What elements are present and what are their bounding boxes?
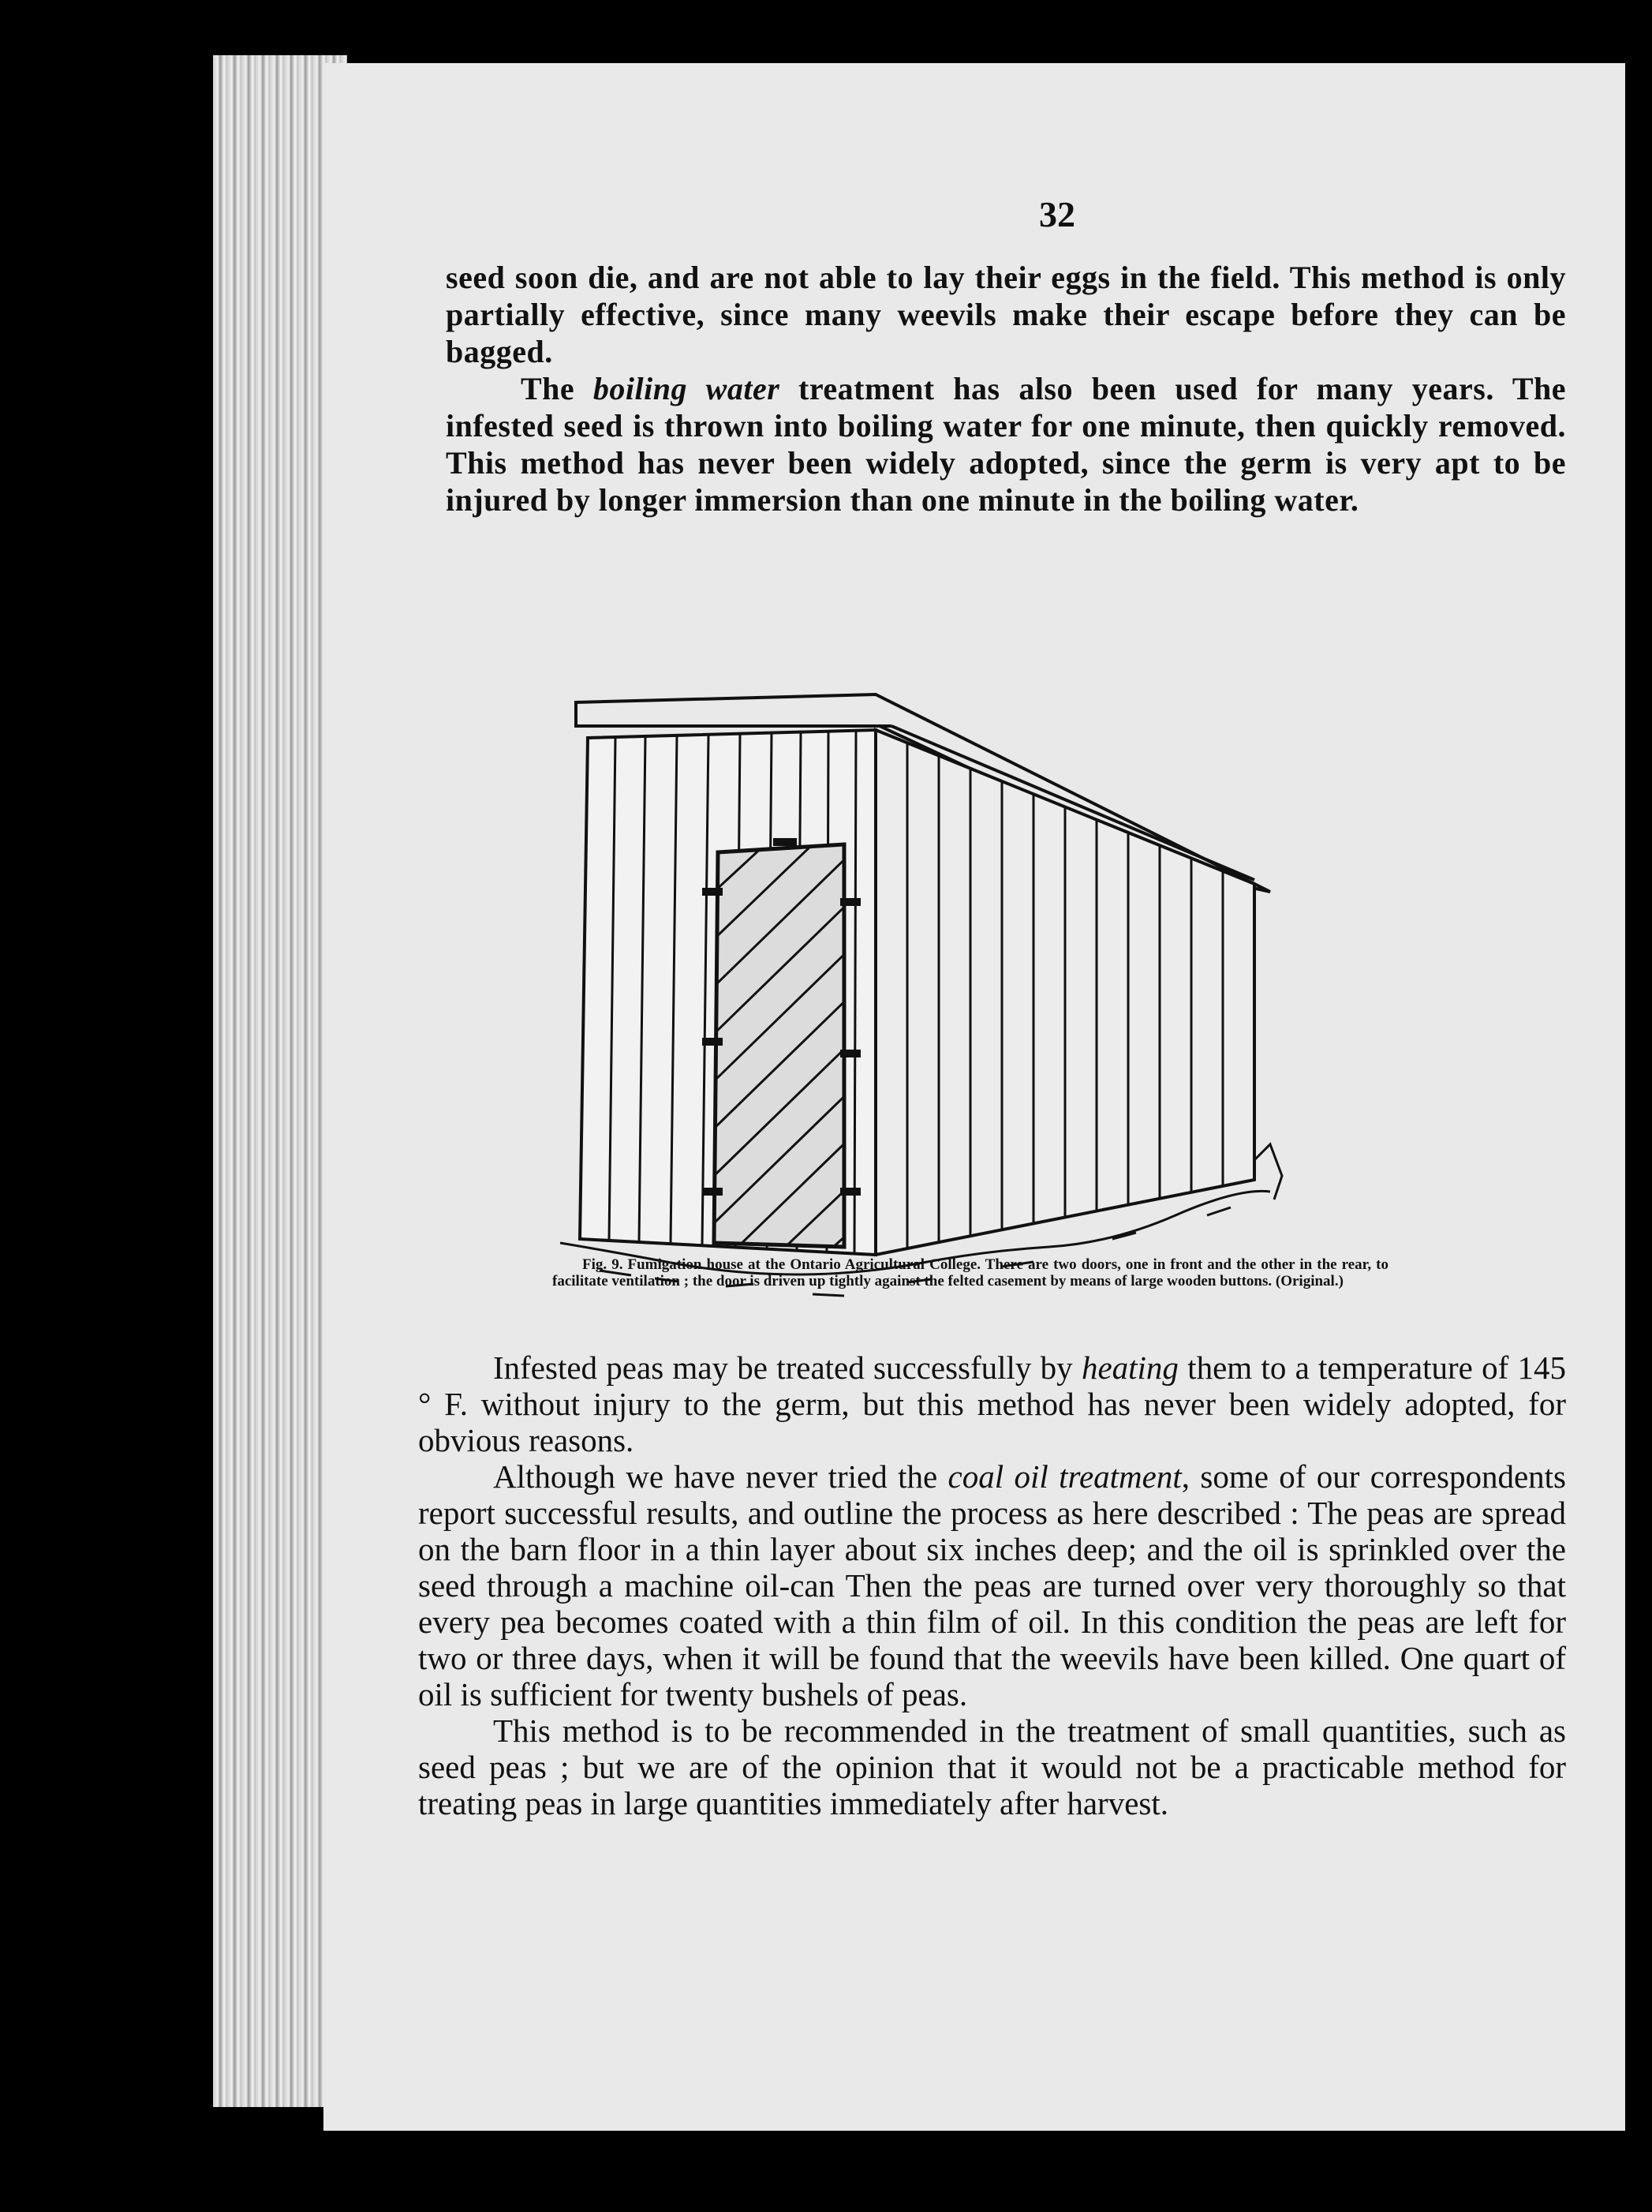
italic-text: boiling water (592, 371, 780, 406)
text-run: Although we have never tried the (493, 1458, 948, 1495)
text-run: Infested peas may be treated successfully by (493, 1349, 1082, 1386)
bottom-text-block (418, 1349, 1566, 1821)
italic-text: heating (1081, 1349, 1179, 1386)
paragraph-2 (446, 370, 1566, 518)
paragraph-5 (418, 1712, 1566, 1821)
italic-text: coal oil treatment (947, 1458, 1182, 1495)
paragraph-3 (418, 1349, 1566, 1458)
paragraph-4 (418, 1458, 1566, 1712)
top-text-block (446, 259, 1566, 518)
text-run: treatment has also been used for many years. The infested seed is thrown into boiling water for one minute, then quickly removed. This method has never been widely adopted, since the germ is very apt to be injured by longer immersion than one minute in the boiling water. (446, 371, 1566, 518)
figure-caption: Fig. 9. Fumigation house at the Ontario Agricultural College. There are two doors, one in front and the other in the rear, to facilitate ventilation ; the door is driven up tightly against the felted casement by means of large wooden buttons. (Original.) (552, 1256, 1389, 1289)
text-run: , some of our correspondents report successful results, and outline the process as here described : The peas are spread on the barn floor in a thin layer about six inches deep; and the oil is sprinkled over the seed through a machine oil-can Then the peas are turned over very thoroughly so that every pea becomes coated with a thin film of oil. In this condition the peas are left for two or three days, when it will be found that the weevils have been killed. One quart of oil is sufficient for twenty bushels of peas. (418, 1458, 1566, 1712)
text-run: The (521, 371, 593, 406)
paragraph-1 (446, 259, 1566, 370)
fumigation-house-illustration (560, 608, 1444, 1318)
page-number: 32 (1039, 194, 1075, 234)
text-run: them to a temperature of 145 ° F. without injury to the germ, but this method has never been widely adopted, for obvious reasons. (418, 1349, 1566, 1458)
book-page (323, 63, 1625, 2131)
text-run: seed soon die, and are not able to lay their eggs in the field. This method is only partially effective, since many weevils make their escape before they can be bagged. (446, 260, 1566, 369)
text-run: This method is to be recommended in the treatment of small quantities, such as seed peas ; but we are of the opinion that it would not be a practicable method for treating peas in large quantities immediately after harvest. (418, 1712, 1566, 1821)
